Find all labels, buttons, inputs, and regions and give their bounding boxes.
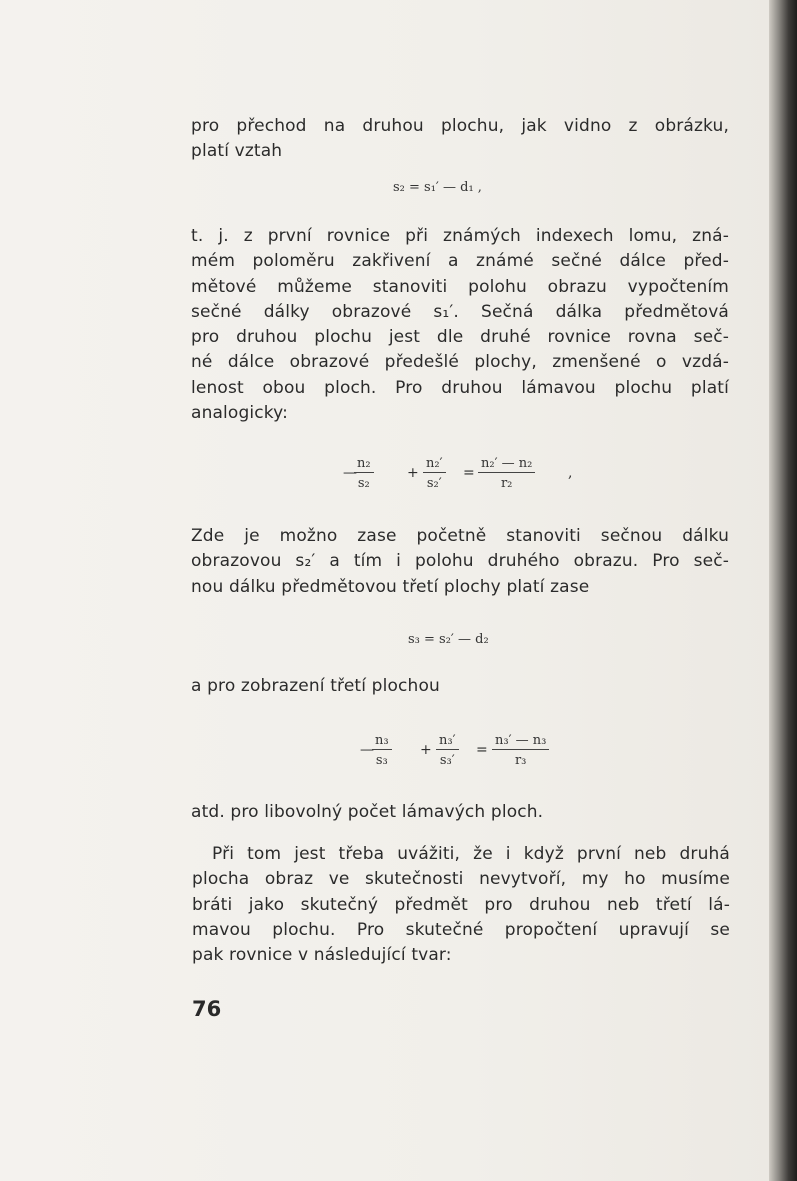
- text-line: atd. pro libovolný počet lámavých ploch.: [191, 802, 544, 822]
- eq2-fraction-3: $\frac{\text{n₂′ — n₂}}{\text{r₂}}$: [478, 456, 535, 491]
- text-line: pak rovnice v následující tvar:: [192, 945, 452, 966]
- text-line: analogicky:: [191, 403, 289, 424]
- text-line: mavou plochu. Pro skutečné propočtení upravují se: [192, 919, 730, 940]
- text-line: t. j. z první rovnice při známých indexech lomu, zná-: [191, 226, 729, 246]
- eq4-fraction-1: $\frac{\text{n₃}}{\text{s₃}}$: [372, 733, 392, 768]
- text-line: platí vztah: [191, 141, 283, 162]
- text-line: pro druhou plochu jest dle druhé rovnice rovna seč-: [191, 327, 729, 348]
- equation-s2: s₂ = s₁′ — d₁ ,: [393, 180, 482, 195]
- paragraph-etc: [191, 800, 729, 825]
- eq4-plus: +: [420, 742, 432, 758]
- equation-s3: s₃ = s₂′ — d₂: [408, 632, 489, 647]
- book-spine-shadow: [769, 0, 797, 1181]
- text-line: plocha obraz ve skutečnosti nevytvoří, my ho musíme: [192, 869, 730, 890]
- eq4-minus: —: [360, 742, 374, 758]
- eq4-fraction-3: $\frac{\text{n₃′ — n₃}}{\text{r₃}}$: [492, 733, 549, 768]
- text-line: nou dálku předmětovou třetí plochy platí zase: [191, 576, 590, 597]
- text-line: mětové můžeme stanoviti polohu obrazu vypočtením: [191, 276, 729, 297]
- eq2-fraction-2: $\frac{\text{n₂′}}{\text{s₂′}}$: [423, 456, 446, 491]
- paragraph-third-plane: [191, 524, 729, 600]
- paragraph-intro: [191, 114, 729, 165]
- paragraph-real-object: [192, 842, 730, 968]
- text-line: mém poloměru zakřivení a známé sečné dálce před-: [191, 251, 729, 272]
- paragraph-explanation: [191, 224, 729, 426]
- text-line: a pro zobrazení třetí plochou: [191, 676, 440, 696]
- page-number: 76: [192, 997, 222, 1021]
- text-line: bráti jako skutečný předmět pro druhou neb třetí lá-: [192, 894, 730, 915]
- text-line: sečné dálky obrazové s₁′. Sečná dálka předmětová: [191, 301, 729, 322]
- eq2-equals: =: [463, 465, 475, 481]
- paragraph-third-imaging: [191, 674, 729, 699]
- text-line: Zde je možno zase početně stanoviti sečnou dálku: [191, 526, 729, 546]
- text-line: lenost obou ploch. Pro druhou lámavou plochu platí: [191, 377, 729, 398]
- eq2-plus: +: [407, 465, 419, 481]
- eq4-equals: =: [476, 742, 488, 758]
- eq2-fraction-1: $\frac{\text{n₂}}{\text{s₂}}$: [354, 456, 374, 491]
- eq2-minus: —: [343, 465, 357, 481]
- text-line: Při tom jest třeba uvážiti, že i když první neb druhá: [212, 844, 730, 864]
- eq4-fraction-2: $\frac{\text{n₃′}}{\text{s₃′}}$: [436, 733, 459, 768]
- text-line: obrazovou s₂′ a tím i polohu druhého obrazu. Pro seč-: [191, 551, 729, 572]
- eq2-comma: ,: [568, 465, 573, 481]
- text-line: pro přechod na druhou plochu, jak vidno z obrázku,: [191, 116, 729, 136]
- text-line: né dálce obrazové předešlé plochy, zmenšené o vzdá-: [191, 352, 729, 373]
